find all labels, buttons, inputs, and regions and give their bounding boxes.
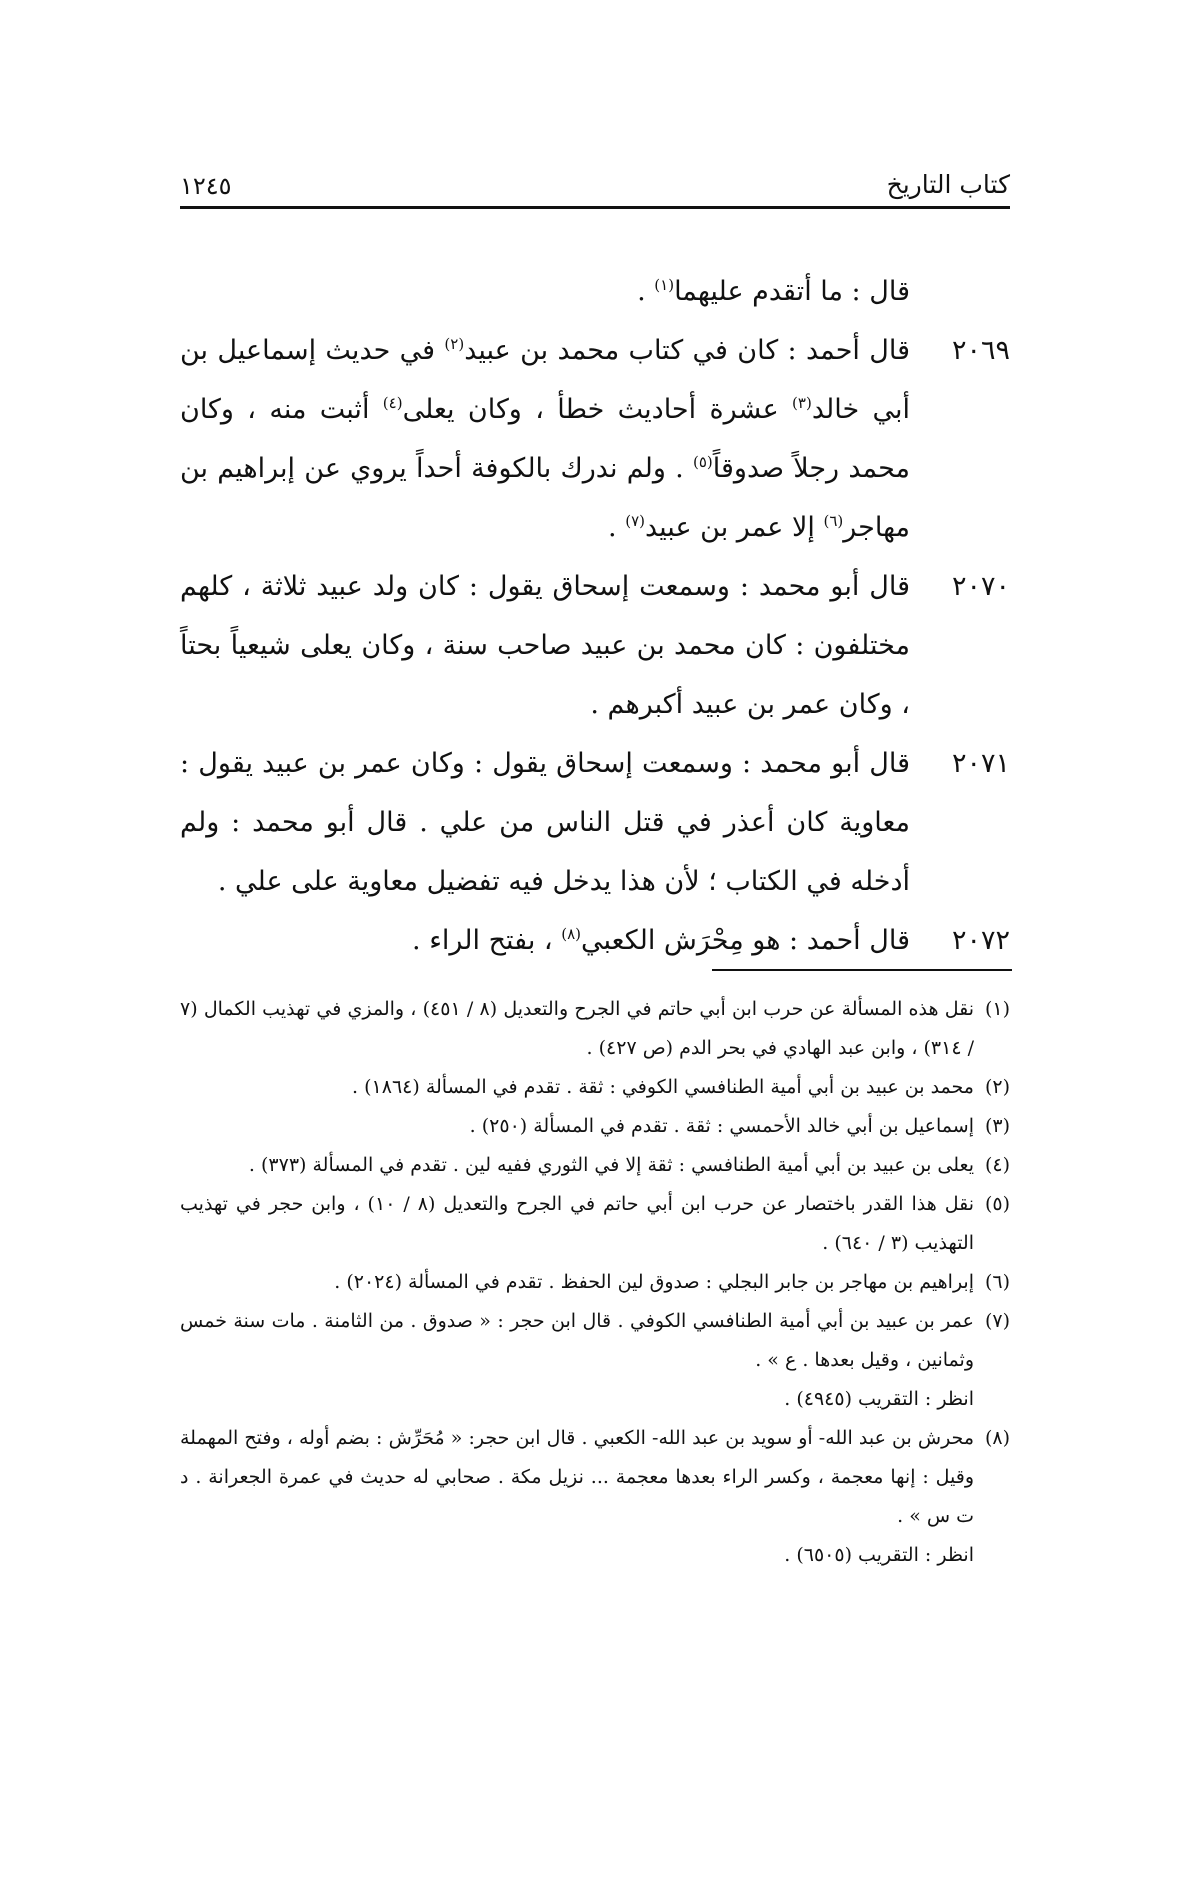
footnotes bbox=[180, 990, 1010, 1575]
footnote-ref: (٧) bbox=[625, 512, 645, 530]
footnote-number: (٣) bbox=[984, 1115, 1010, 1137]
entry-text: . bbox=[608, 512, 626, 543]
footnote-8 bbox=[180, 1419, 1010, 1536]
entry-number: ٢٠٦٩ bbox=[951, 335, 1010, 366]
running-title: كتاب التاريخ bbox=[886, 170, 1010, 199]
footnote-5 bbox=[180, 1185, 1010, 1263]
entry-number: ٢٠٧١ bbox=[951, 748, 1010, 779]
footnote-ref: (٢) bbox=[444, 335, 465, 353]
footnote-number: (٤) bbox=[984, 1154, 1010, 1176]
footnote-7-see-also: انظر : التقريب (٤٩٤٥) . bbox=[784, 1388, 974, 1410]
footnote-ref: (٦) bbox=[823, 512, 844, 530]
footnote-text: يعلى بن عبيد بن أبي أمية الطنافسي : ثقة إلا في الثوري ففيه لين . تقدم في المسألة (٣٧٣) . bbox=[248, 1154, 974, 1176]
entry-2071 bbox=[180, 734, 1010, 911]
running-head bbox=[180, 170, 1010, 210]
footnote-8-see-also: انظر : التقريب (٦٥٠٥) . bbox=[784, 1544, 974, 1566]
entry-text: ، بفتح الراء . bbox=[412, 925, 562, 956]
footnote-7 bbox=[180, 1302, 1010, 1380]
page-number: ١٢٤٥ bbox=[180, 172, 232, 200]
footnote-number: (٦) bbox=[984, 1271, 1010, 1293]
footnote-ref: (١) bbox=[654, 276, 675, 294]
opening-end: . bbox=[637, 276, 655, 307]
entry-text: في حديث إسماعيل بن أبي خالد bbox=[180, 335, 911, 425]
footnote-ref: (٨) bbox=[561, 925, 582, 943]
footnote-1 bbox=[180, 990, 1010, 1068]
entry-number: ٢٠٧٠ bbox=[951, 571, 1010, 602]
footnote-ref: (٤) bbox=[382, 394, 403, 412]
footnote-3 bbox=[180, 1107, 1010, 1146]
header-rule bbox=[180, 206, 1010, 209]
footnote-ref: (٣) bbox=[792, 394, 812, 412]
entry-2069 bbox=[180, 321, 1010, 557]
entry-2070 bbox=[180, 557, 1010, 734]
footnote-ref: (٥) bbox=[692, 453, 713, 471]
footnote-number: (٨) bbox=[984, 1427, 1010, 1449]
footnote-text: نقل هذه المسألة عن حرب ابن أبي حاتم في الجرح والتعديل (٨ / ٤٥١) ، والمزي في تهذيب الكمال (٧ / ٣١٤) ، وابن عبد الهادي في بحر الدم (ص ٤٢٧) . bbox=[180, 998, 974, 1059]
footnote-text: نقل هذا القدر باختصار عن حرب ابن أبي حاتم في الجرح والتعديل (٨ / ١٠) ، وابن حجر في تهذيب التهذيب (٣ / ٦٤٠) . bbox=[180, 1193, 975, 1254]
footnote-text: إسماعيل بن أبي خالد الأحمسي : ثقة . تقدم في المسألة (٢٥٠) . bbox=[469, 1115, 974, 1137]
entry-text: . ولم ندرك بالكوفة أحداً يروي عن إبراهيم بن مهاجر bbox=[180, 453, 910, 543]
footnote-text: محمد بن عبيد بن أبي أمية الطنافسي الكوفي : ثقة . تقدم في المسألة (١٨٦٤) . bbox=[352, 1076, 974, 1098]
entry-text: أثبت منه ، وكان محمد رجلاً صدوقاً bbox=[180, 394, 910, 484]
footnote-number: (١) bbox=[984, 998, 1010, 1020]
footnote-text: إبراهيم بن مهاجر بن جابر البجلي : صدوق لين الحفظ . تقدم في المسألة (٢٠٢٤) . bbox=[334, 1271, 974, 1293]
entry-text: إلا عمر بن عبيد bbox=[644, 512, 824, 543]
footnote-number: (٧) bbox=[984, 1310, 1010, 1332]
entry-text: قال أحمد : كان في كتاب محمد بن عبيد bbox=[464, 335, 911, 366]
entry-text: قال أحمد : هو مِحْرَش الكعبي bbox=[581, 925, 910, 956]
main-text bbox=[180, 262, 1010, 970]
footnote-text: عمر بن عبيد بن أبي أمية الطنافسي الكوفي . قال ابن حجر : « صدوق . من الثامنة . مات سنة خمس وثمانين ، وقيل بعدها . ع » . bbox=[180, 1310, 974, 1371]
footnote-number: (٥) bbox=[984, 1193, 1010, 1215]
footnote-2 bbox=[180, 1068, 1010, 1107]
entry-number: ٢٠٧٢ bbox=[951, 925, 1010, 956]
footnote-number: (٢) bbox=[984, 1076, 1010, 1098]
opening-text: قال : ما أتقدم عليهما bbox=[674, 276, 910, 307]
footnote-6 bbox=[180, 1263, 1010, 1302]
footnote-4 bbox=[180, 1146, 1010, 1185]
opening-line bbox=[180, 262, 1010, 321]
entry-2072 bbox=[180, 911, 1010, 970]
entry-text: عشرة أحاديث خطأ ، وكان يعلى bbox=[402, 394, 793, 425]
footnote-text: محرش بن عبد الله- أو سويد بن عبد الله- الكعبي . قال ابن حجر: « مُحَرِّش : بضم أوله ، وفتح المهملة وقيل : إنها معجمة ، وكسر الراء بعدها معجمة ... نزيل مكة . صحابي له حديث في عمرة الجعرانة . د ت س » . bbox=[180, 1427, 974, 1527]
footnote-rule bbox=[712, 969, 1012, 971]
entry-text: قال أبو محمد : وسمعت إسحاق يقول : كان ولد عبيد ثلاثة ، كلهم مختلفون : كان محمد بن عبيد صاحب سنة ، وكان يعلى شيعياً بحتاً ، وكان عمر بن عبيد أكبرهم . bbox=[180, 571, 910, 720]
entry-text: قال أبو محمد : وسمعت إسحاق يقول : وكان عمر بن عبيد يقول : معاوية كان أعذر في قتل الناس من علي . قال أبو محمد : ولم أدخله في الكتاب ؛ لأن هذا يدخل فيه تفضيل معاوية على علي . bbox=[180, 748, 910, 897]
